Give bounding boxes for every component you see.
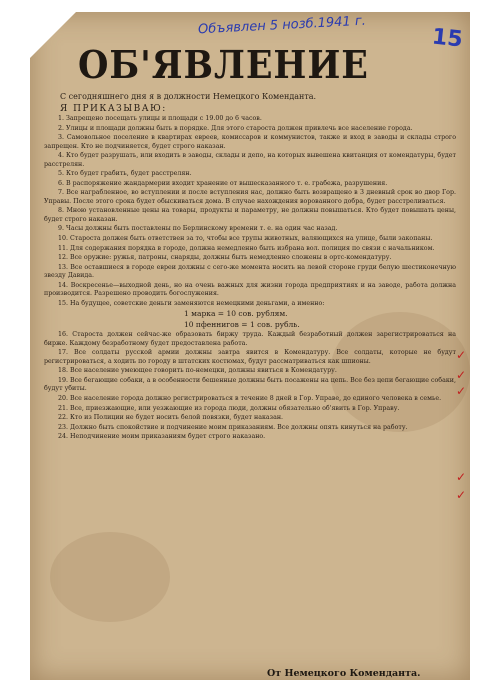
order-item: 18. Все население умеющее говорить по-немецки, должны явиться в Комендатуру. [58,367,337,375]
order-list [44,115,456,443]
order-item: 24. Неподчинение моим приказаниям будет строго наказано. [58,433,266,441]
check-mark-icon: ✓ [456,384,467,398]
order-item: 2. Улицы и площади должны быть в порядке. Для этого староста должен привлечь все население города. [58,124,413,132]
exchange-rate-line: 10 пфеннигов = 1 сов. рубль. [184,320,300,330]
order-item: 6. В распоряжение жандармерии входит хранение от вышесказанного т. е. грабежа, разрушения. [58,179,388,187]
exchange-rate-line: 1 марка = 10 сов. рублям. [184,309,288,319]
order-item: 8. Мною установленные цены на товары, продукты и параметру, не должны повышаться. Кто будет повышать цены, будет строго наказан. [44,207,456,223]
order-item: 1. Запрещено посещать улицы и площади с 19.00 до 6 часов. [58,115,262,122]
order-item: 12. Все оружие: ружья, патроны, снаряды, должны быть немедленно сложены в ортс-комендатуру. [58,254,392,262]
corner-mark: 15 [430,24,464,53]
poster-sheet [30,12,470,680]
check-mark-icon: ✓ [456,368,467,382]
order-item: 14. Воскресенье—выходной день, но на очень важных для жизни города предприятиях и на заводе, работа должна производится. Разрешено проводить богослужения. [44,281,456,298]
intro-line: С сегодняшнего дня я в должности Немецкого Коменданта. [60,92,317,101]
poster-title: ОБ'ЯВЛЕНИЕ [78,42,369,87]
order-item: 15. На будущее, советские деньги заменяются немецкими деньгами, а именно: [58,299,325,307]
order-item: 3. Самовольное поселение в квартирах евреев, комиссаров и коммунистов, также и вход в заводы и склады строго запрещен. Кто не подчиняется, будет строго наказан. [44,134,456,150]
check-mark-icon: ✓ [456,470,467,484]
torn-corner [30,12,76,58]
check-mark-icon: ✓ [456,488,467,502]
order-item: 22. Кто из Полиции не будет носить белой повязки, будет наказан. [58,414,284,422]
paper-stain [50,532,170,622]
handwritten-note: Объявлен 5 нозб.1941 г. [197,13,367,38]
order-item: 23. Должно быть спокойствие и подчинение моим приказаниям. Все должны опять кинуться на работу. [58,423,408,431]
check-mark-icon: ✓ [456,348,467,362]
signature-line: От Немецкого Коменданта. [267,668,421,679]
order-item: 19. Все бегающие собаки, а в особенности бешенные должны быть посажены на цепь. Все без цепи бегающие собаки, будут убиты. [44,376,456,393]
order-item: 9. Часы должны быть поставлены по Берлинскому времени т. е. на один час назад. [58,225,338,233]
order-item: 13. Все оставшиеся в городе евреи должны с сего-же момента носить на левой стороне груди белую шестиконечную звезду Давида. [44,263,456,280]
order-item: 17. Все солдаты русской армии должны завтра явится в Комендатуру. Все солдаты, которые не будут регистрироваться, а ходить по городу в штатских костюмах, будут рассматриваться как шпионы. [44,349,456,365]
order-item: 16. Староста должен сейчас-же образовать биржу труда. Каждый безработный должен зарегистрироваться на бирже. Каждому безработному будет предоставлена работа. [44,331,456,347]
command-line: Я ПРИКАЗЫВАЮ: [60,104,167,114]
order-item: 11. Для содержания порядка в городе, должна немедленно быть избрана вол. полиция по связи с начальником. [58,244,435,252]
order-item: 7. Все награбленное, во вступлении и после вступления нас, должно быть возвращено в 3 дневный срок во двор Гор. Управы. После этого срока будет обыскиваться дома. В случае нахождения ворованного добра, будет расстреливаться. [44,189,456,205]
order-item: 10. Староста должен быть ответствен за то, чтобы все трупы животных, валяющихся на улице, были закопаны. [58,234,433,242]
order-item: 5. Кто будет грабить, будет расстрелян. [58,170,192,178]
order-item: 21. Все, приезжающие, или уезжающие из города люди, должны обязательно об'явить в Гор. Управу. [58,404,400,412]
order-item: 4. Кто будет разрушать, или входить в заводы, склады и депо, на которых вывешена квитанция от комендатуры, будет расстрелян. [44,152,456,168]
order-item: 20. Все население города должно регистрироваться в течение 8 дней в Гор. Управе, до единого человека в семье. [58,394,442,402]
